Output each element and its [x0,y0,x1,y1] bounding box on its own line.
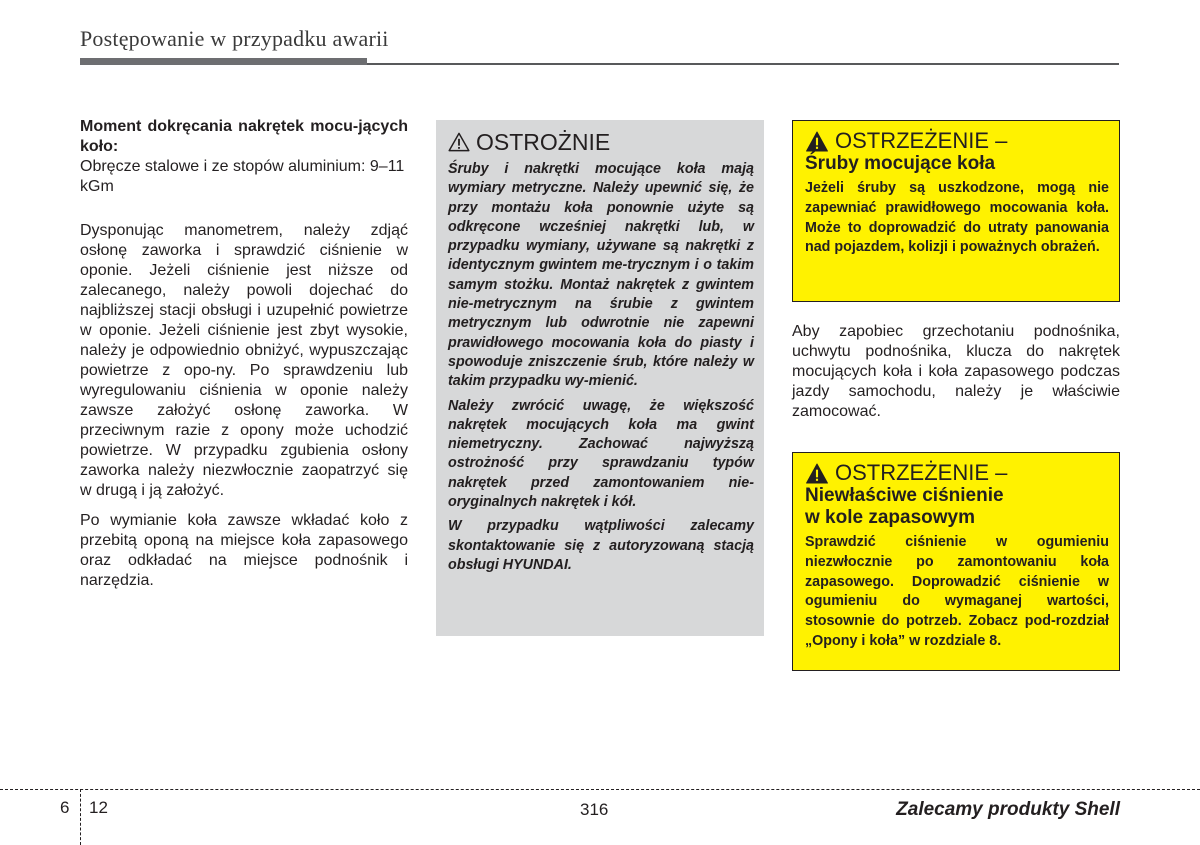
warning-triangle-icon [448,132,470,152]
caution-box [436,120,764,636]
footer-slogan: Zalecamy produkty Shell [896,799,1120,820]
warning2-text: Sprawdzić ciśnienie w ogumieniu niezwłocznie po zamontowaniu koła zapasowego. Doprowadzić ciśnienie w ogumieniu do wymaganej wartości, stosownie do potrzeb. Zobacz pod-rozdział „Opony i koła” w rozdziale 8. [805,534,1109,649]
header-rule-thin [367,63,1119,65]
warning2-subtitle-line2: w kole zapasowym [805,507,976,528]
caution-title-row [448,128,754,156]
warning1-title-row [805,129,1109,153]
page-header-title: Postępowanie w przypadku awarii [80,26,389,51]
caution-title: OSTROŻNIE [476,129,611,155]
securing-tools-paragraph: Aby zapobiec grzechotaniu podnośnika, uchwytu podnośnika, klucza do nakrętek mocujących koła i koła zapasowego podczas jazdy samochodu, należy je właściwie zamocować. [792,323,1120,420]
warning-triangle-icon [805,131,829,152]
spare-wheel-paragraph: Po wymianie koła zawsze wkładać koło z przebitą oponą na miejsce koła zapasowego oraz odkładać na miejsce podnośnik i narzędzia. [80,512,408,589]
caution-paragraph-2: Należy zwrócić uwagę, że większość nakrętek mocujących koła ma gwint niemetryczny. Zachować najwyższą ostrożność przy sprawdzaniu typów nakrętek przed zamontowaniem nie-oryginalnych nakrętek i kół. [448,397,754,511]
warning2-title: OSTRZEŻENIE – [835,460,1008,485]
warning-box-wheel-bolts [792,120,1120,302]
warning2-title-row [805,461,1109,485]
left-column [80,117,408,591]
warning2-subtitle-line1: Niewłaściwe ciśnienie [805,485,1004,506]
warning1-text: Jeżeli śruby są uszkodzone, mogą nie zapewniać prawidłowego mocowania koła. Może to doprowadzić do utraty panowania nad pojazdem, kolizji i poważnych obrażeń. [805,180,1109,256]
warning-box-spare-pressure [792,452,1120,671]
footer-divider [0,789,1200,790]
warning-triangle-icon [805,463,829,484]
footer-chapter-number: 6 [60,798,70,817]
footer-page-number: 316 [580,800,609,819]
caution-paragraph-3: W przypadku wątpliwości zalecamy skontaktowanie się z autoryzowaną stacją obsługi HYUNDAI. [448,518,754,573]
warning1-title: OSTRZEŻENIE – [835,128,1008,153]
footer-section-page: 12 [89,798,108,817]
torque-heading: Moment dokręcania nakrętek mocu-jących koło: [80,118,408,155]
torque-value-text: Obręcze stalowe i ze stopów aluminium: 9–11 kGm [80,158,405,195]
caution-paragraph-1: Śruby i nakrętki mocujące koła mają wymiary metryczne. Należy upewnić się, że przy montażu koła ponownie użyte są odkręcone wcześniej nakrętki lub, w przypadku wymiany, używane są nakrętki z identycznym gwintem me-trycznym i o takim samym stożku. Montaż nakrętek z gwintem nie-metrycznym na śrubie z gwintem metrycznym lub odwrotnie nie zapewni prawidłowego mocowania koła do piasty i spowoduje zniszczenie śrub, które należy w takim przypadku wy-mienić. [448,161,754,390]
footer-vertical-divider [80,789,81,845]
warning1-subtitle: Śruby mocujące koła [805,153,996,174]
header-rule-thick [80,58,367,65]
pressure-paragraph: Dysponując manometrem, należy zdjąć osłonę zaworka i sprawdzić ciśnienie w oponie. Jeżeli ciśnienie jest niższe od zalecanego, należy powoli dojechać do najbliższej stacji obsługi i uzupełnić powietrze w oponie. Jeżeli ciśnienie jest zbyt wysokie, należy je odpowiednio obniżyć, wypuszczając powietrze z opo-ny. Po sprawdzeniu lub wyregulowaniu ciśnienia w oponie należy zawsze założyć osłonę zaworka. W przeciwnym razie z opony może uchodzić powietrze. W przypadku zgubienia osłony zaworka należy niezwłocznie zaopatrzyć się w drugą i ją założyć. [80,222,408,499]
